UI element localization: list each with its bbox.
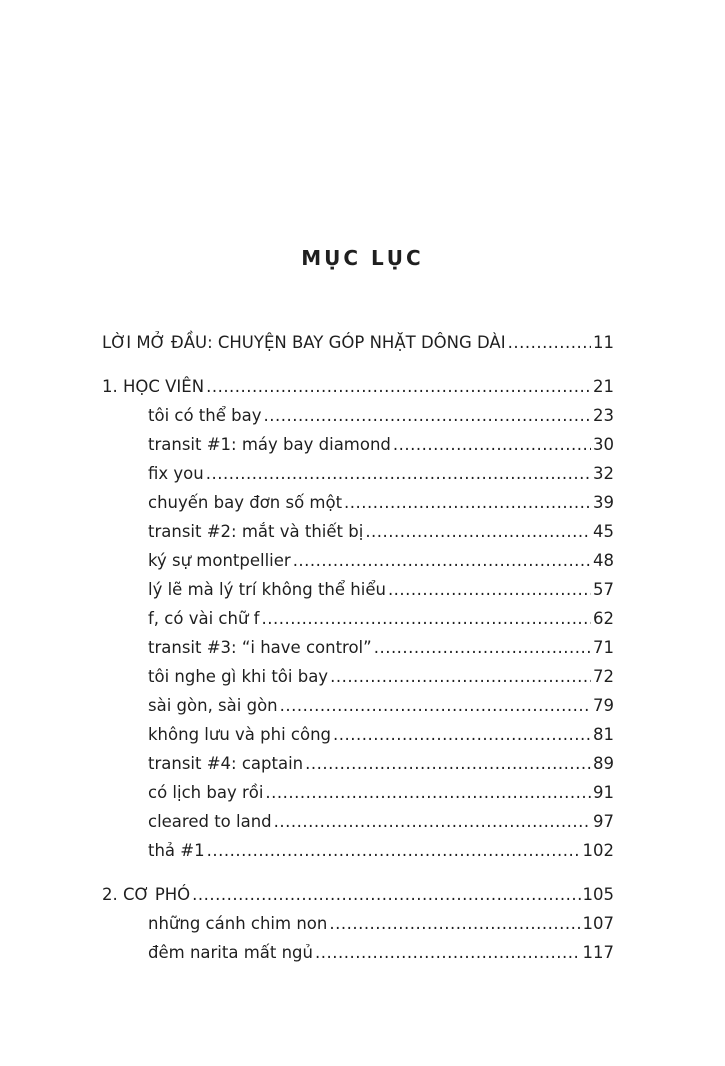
toc-entry-label: ký sự montpellier — [148, 551, 291, 570]
toc-entry-label: tôi có thể bay — [148, 406, 262, 425]
dot-leader — [315, 938, 581, 967]
toc-entry[interactable] — [102, 909, 614, 938]
dot-leader — [365, 517, 591, 546]
toc-entry[interactable] — [102, 575, 614, 604]
toc-entry-label: cleared to land — [148, 812, 272, 831]
toc-entry-label: LỜI MỞ ĐẦU: CHUYỆN BAY GÓP NHẶT DÔNG DÀI — [102, 333, 506, 352]
toc-entry[interactable] — [102, 836, 614, 865]
dot-leader — [305, 749, 591, 778]
toc-entry-label: transit #1: máy bay diamond — [148, 435, 391, 454]
toc-page-number: 48 — [593, 551, 614, 570]
dot-leader — [207, 836, 581, 865]
toc-entry[interactable] — [102, 778, 614, 807]
toc-page-number: 57 — [593, 580, 614, 599]
toc-page-number: 71 — [593, 638, 614, 657]
toc-section-label: 1. HỌC VIÊN — [102, 377, 205, 396]
toc-entry-label: f, có vài chữ f — [148, 609, 260, 628]
toc-entry-label: chuyến bay đơn số một — [148, 493, 343, 512]
dot-leader — [261, 604, 591, 633]
toc-entry-label: transit #3: “i have control” — [148, 638, 372, 657]
toc-entry-label: những cánh chim non — [148, 914, 328, 933]
dot-leader — [280, 691, 591, 720]
toc-entry-label: sài gòn, sài gòn — [148, 696, 278, 715]
toc-page-number: 91 — [593, 783, 614, 802]
dot-leader — [265, 778, 591, 807]
toc-entry[interactable] — [102, 807, 614, 836]
page-title: MỤC LỤC — [301, 246, 424, 270]
toc-entry[interactable] — [102, 938, 614, 967]
toc-entry-label: lý lẽ mà lý trí không thể hiểu — [148, 580, 386, 599]
dot-leader — [344, 488, 591, 517]
toc-entry[interactable] — [102, 546, 614, 575]
toc-page-number: 107 — [582, 914, 614, 933]
toc-entry[interactable] — [102, 459, 614, 488]
dot-leader — [330, 662, 591, 691]
toc-section-2[interactable] — [102, 880, 614, 909]
dot-leader — [263, 401, 591, 430]
toc-entry-label: tôi nghe gì khi tôi bay — [148, 667, 329, 686]
toc-entry[interactable] — [102, 720, 614, 749]
toc-page-number: 102 — [582, 841, 614, 860]
toc-entry-label: không lưu và phi công — [148, 725, 332, 744]
dot-leader — [192, 880, 580, 909]
toc-page-number: 11 — [593, 333, 614, 352]
toc-entry[interactable] — [102, 633, 614, 662]
toc-entry-label: đêm narita mất ngủ — [148, 943, 313, 962]
toc-page-number: 62 — [593, 609, 614, 628]
dot-leader — [274, 807, 591, 836]
toc-page-number: 30 — [593, 435, 614, 454]
dot-leader — [293, 546, 591, 575]
toc-entry[interactable] — [102, 517, 614, 546]
toc-page-number: 89 — [593, 754, 614, 773]
toc-page-number: 32 — [593, 464, 614, 483]
dot-leader — [393, 430, 591, 459]
toc-page-number: 72 — [593, 667, 614, 686]
dot-leader — [329, 909, 580, 938]
dot-leader — [508, 328, 591, 357]
toc-entry-label: có lịch bay rồi — [148, 783, 264, 802]
toc-page-number: 105 — [582, 885, 614, 904]
toc-entry[interactable] — [102, 604, 614, 633]
toc-page-number: 39 — [593, 493, 614, 512]
toc-entry[interactable] — [102, 401, 614, 430]
toc-entry-label: transit #4: captain — [148, 754, 304, 773]
toc-page-number: 45 — [593, 522, 614, 541]
dot-leader — [206, 372, 591, 401]
toc-entry-label: transit #2: mắt và thiết bị — [148, 522, 364, 541]
toc-entry[interactable] — [102, 691, 614, 720]
table-of-contents — [102, 328, 614, 967]
toc-entry-label: thả #1 — [148, 841, 205, 860]
dot-leader — [374, 633, 591, 662]
toc-page-number: 21 — [593, 377, 614, 396]
toc-section-label: 2. CƠ PHÓ — [102, 885, 191, 904]
toc-page-number: 117 — [582, 943, 614, 962]
toc-entry-intro[interactable] — [102, 328, 614, 357]
toc-page-number: 23 — [593, 406, 614, 425]
dot-leader — [333, 720, 591, 749]
toc-entry[interactable] — [102, 430, 614, 459]
toc-page-number: 79 — [593, 696, 614, 715]
dot-leader — [388, 575, 591, 604]
toc-entry[interactable] — [102, 488, 614, 517]
toc-entry[interactable] — [102, 662, 614, 691]
toc-entry[interactable] — [102, 749, 614, 778]
dot-leader — [206, 459, 591, 488]
toc-page-number: 97 — [593, 812, 614, 831]
toc-page-number: 81 — [593, 725, 614, 744]
toc-entry-label: fix you — [148, 464, 204, 483]
toc-section-1[interactable] — [102, 372, 614, 401]
